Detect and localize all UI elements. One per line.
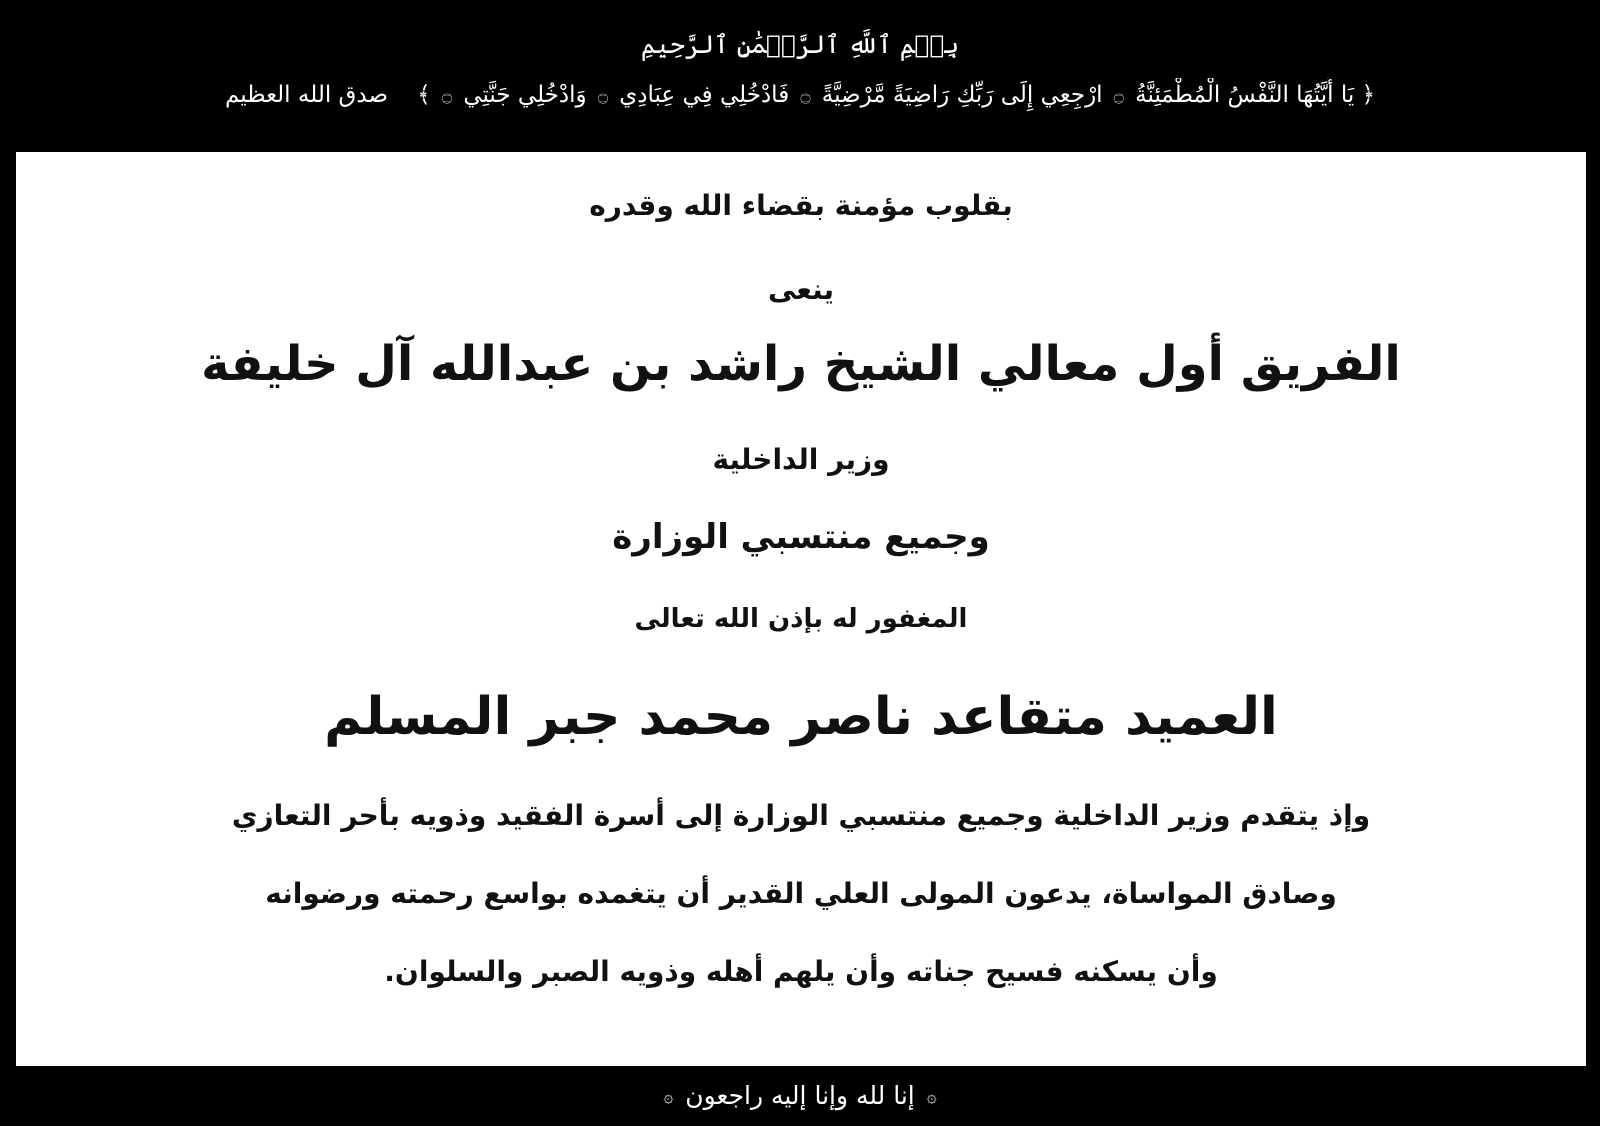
basmala: بِسۡمِ ٱللَّهِ ٱلرَّحۡمَٰنِ ٱلرَّحِيمِ (640, 30, 960, 59)
ornament-left-icon: ۞ (663, 1087, 674, 1107)
verse-open-bracket: ﴿ (1361, 82, 1376, 108)
header-band (0, 0, 1600, 152)
ayah-marker-icon: ۝ (597, 86, 608, 106)
deceased-name: العميد متقاعد ناصر محمد جبر المسلم (324, 687, 1278, 747)
intro-line: بقلوب مؤمنة بقضاء الله وقدره (589, 189, 1013, 222)
announcer-name: الفريق أول معالي الشيخ راشد بن عبدالله آل خليفة (201, 336, 1401, 392)
announces-line: ينعى (767, 273, 835, 306)
ayah-marker-icon: ۝ (1113, 86, 1124, 106)
quran-verse (90, 78, 1510, 113)
footer-band (0, 1066, 1600, 1126)
verse-part-4: وَادْخُلِي جَنَّتِي (463, 82, 587, 108)
verse-part-3: فَادْخُلِي فِي عِبَادِي (619, 82, 790, 108)
footer-text: إنا لله وإنا إليه راجعون (685, 1081, 915, 1110)
footer-verse (0, 1078, 1600, 1115)
body-line-2: وصادق المواساة، يدعون المولى العلي القدير أن يتغمده بواسع رحمته ورضوانه (265, 877, 1337, 910)
ministry-staff: وجميع منتسبي الوزارة (612, 517, 990, 557)
ornament-right-icon: ۞ (926, 1087, 937, 1107)
sadaq-allah: صدق الله العظيم (224, 82, 388, 108)
verse-part-1: يَا أَيَّتُهَا النَّفْسُ الْمُطْمَئِنَّةُ (1135, 82, 1355, 108)
late-phrase: المغفور له بإذن الله تعالى (634, 604, 968, 634)
body-line-3: وأن يسكنه فسيح جناته وأن يلهم أهله وذويه الصبر والسلوان. (384, 955, 1218, 988)
ayah-marker-icon: ۝ (800, 86, 811, 106)
verse-close-bracket: ﴾ (417, 82, 431, 108)
body-line-1: وإذ يتقدم وزير الداخلية وجميع منتسبي الوزارة إلى أسرة الفقيد وذويه بأحر التعازي (231, 799, 1371, 832)
announcer-role: وزير الداخلية (712, 443, 890, 476)
ayah-marker-icon: ۝ (442, 86, 452, 106)
verse-part-2: ارْجِعِي إِلَى رَبِّكِ رَاضِيَةً مَّرْضِيَّةً (821, 82, 1103, 108)
notice-panel (16, 152, 1586, 1066)
